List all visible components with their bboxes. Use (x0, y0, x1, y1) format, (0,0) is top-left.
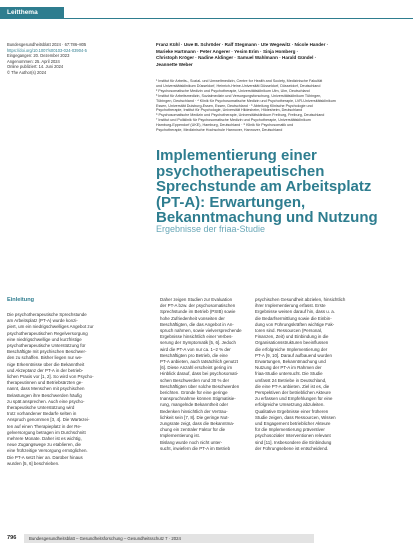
affiliation-line: ¹ Institut für Arbeits-, Sozial- und Umweltmedizin, Centre for Health and Society, Medizinische Fakultät (156, 79, 323, 83)
body-text-line: Inanspruchnahme können Stigmatisie- (160, 396, 236, 402)
author-line: Marieke Hartmann · Peter Angerer · Yesim Erim · Sinja Homberg · (156, 48, 299, 54)
affiliation-line: Psychotherapie, Institut für Psychologie, Universität Hildesheim, Hildesheim, Deutschland (156, 108, 303, 113)
affiliation-line: ² Psychosomatische Medizin und Psychotherapie, Universitätsklinikum Ulm, Ulm, Deutschland (156, 88, 310, 93)
title-line: psychotherapeutischen (156, 162, 325, 180)
body-text-line: Beschäftigten, die das Angebot in An- (160, 321, 234, 327)
affiliation-line: Psychotherapie, Medizinische Hochschule Hannover, Hannover, Deutschland (156, 128, 283, 133)
body-text-line: PT-A anbieten, auch tatsächlich genutzt (160, 359, 238, 365)
body-text-line: Studie zeigen, dass Ressourcen, Wissen (255, 414, 336, 420)
body-text-line: psychosozialer Interventionen relevant (255, 433, 331, 439)
body-text-line: Beschäftigten pro Betrieb, die eine (160, 352, 228, 358)
body-text-line: Bislang wurde noch nicht unter- (160, 439, 223, 445)
body-text-line: Anspruch genommen [3, 4]. Die Wartezei- (7, 417, 90, 423)
affiliation-line: ⁶ Psychosomatische Medizin und Psychotherapie, Universitätsklinikum Freiburg, Freiburg, Deutschland (156, 113, 325, 118)
meta-copyright: © The Author(s) 2024 (7, 69, 47, 75)
body-text-line: dung von Führungskräften wichtige Fak- (255, 321, 335, 327)
body-text-line: Erwartungen, Bekanntmachung und (255, 359, 326, 365)
body-text-line: den zu schaffen. Bisher liegen nur we- (7, 355, 83, 361)
body-text-line: eine frühzeitige Versorgung ermöglichen. (7, 448, 88, 454)
body-text-line: lichen Praxis vor [1, 2]. So wird von Psycho- (7, 374, 94, 380)
body-text-line: lichkeit sein [7, 8]. Die geringe Nut- (160, 414, 229, 420)
affiliation-line: Tübingen, Deutschland · ⁴ Klinik für Psychosomatische Medizin und Psychotherapie, LVR-Universitätsklinikum (156, 98, 336, 103)
meta-doi-link[interactable]: https://doi.org/10.1007/s00103-024-03904-5 (7, 47, 87, 53)
affiliation-line: Essen, Universität Duisburg-Essen, Essen, Deutschland · ⁵ Abteilung Klinische Psychologie und (156, 103, 313, 108)
author-line: Franz Kühl · Uwe B. Schröder · Ralf Stegmann · Ute Wegewitz · Nicole Hander · (156, 42, 329, 47)
body-text-line: trotz vorhandener Bedarfe selten in (7, 411, 77, 417)
body-text-line: Qualitative Ergebnisse einer früheren (255, 408, 329, 414)
body-text-line: neue Zugangswege zu etablieren, die (7, 442, 82, 448)
body-text-line: Nutzung der PT-A im Rahmen der (255, 365, 322, 371)
section-tag: Leitthema (0, 7, 64, 18)
body-text-line: die erfolgreiche Implementierung der (255, 346, 328, 352)
body-text-line: sucht, inwiefern die PT-A im Betrieb (160, 445, 231, 451)
body-text-line: chung ein zentraler Faktor für die (160, 427, 226, 433)
journal-footer: Bundesgesundheitsblatt – Gesundheitsforschung – Gesundheitsschutz 7 · 2024 (24, 534, 314, 543)
body-text-line: Hinblick darauf, dass bei psychosomati- (160, 371, 239, 377)
body-text-line: nige Erkenntnisse über die Bekanntheit (7, 361, 85, 367)
body-text-line: zu spät ansprechen. Auch eine psycho- (7, 398, 85, 404)
body-text-line: gelversorgung betragen im Durchschnitt (7, 429, 86, 435)
author-line: Jeannette Weber (156, 61, 193, 67)
body-text-line: Die psychotherapeutische Sprechstunde (7, 312, 87, 317)
body-text-line: Beschäftigte mit psychischen Beschwer- (7, 349, 87, 355)
body-text-line: ten auf einen Therapieplatz in der Re- (7, 423, 82, 429)
body-text-line: nannt, dass Menschen mit psychischen (7, 386, 85, 392)
affiliation-line: ⁷ Institut und Poliklinik für Psychosomatische Medizin und Psychotherapie, Universitätsklinikum (156, 118, 311, 123)
body-text-line: spruch nahmen, sowie vielversprechende (160, 328, 242, 334)
body-text-line: Belastungen ihre Beschwerden häufig (7, 392, 82, 398)
title-line: Implementierung einer (156, 147, 317, 164)
body-text-line: Finanzen, Zeit) und Einbindung in die (255, 334, 329, 340)
body-text-line: serung der Symptomatik [5, 6]. Jedoch (160, 340, 236, 346)
body-text-line: Daher zeigen Studien zur Evaluation (160, 297, 233, 302)
body-text-line: wird die PT-A von nur ca. 1–2 % der (160, 346, 231, 352)
body-text-line: die Bedarfsermittlung sowie die Einbin- (255, 315, 332, 321)
body-text-line: therapeutinnen und Betriebsärzten ge- (7, 380, 83, 386)
author-line: Christoph Kröger · Nadine Aldinger · Samuel Wahlmann · Harald Gündel · (156, 55, 317, 61)
body-text-line: der PT-A bzw. der psychosomatischen (160, 303, 236, 309)
body-column-3 (255, 297, 346, 452)
body-text-line: rung, mangelnde Bekanntheit oder (160, 402, 229, 408)
section-heading-einleitung: Einleitung (7, 297, 35, 303)
body-text-line: Sprechstunde im Betrieb (PSIB) sowie (160, 309, 236, 315)
body-text-line: ihrer Implementierung erfasst. Erste (255, 303, 326, 309)
body-text-line: Beschäftigten über solche Beschwerden (160, 383, 240, 389)
header-rule (0, 18, 413, 19)
body-text-line: zungsrate zeigt, dass die Bekanntma- (160, 421, 235, 427)
body-text-line: PT-A [9, 10]. Darauf aufbauend wurden (255, 352, 332, 358)
body-text-line: hohe Zufriedenheit vonseiten der (160, 315, 225, 321)
meta-published: Online publiziert: 14. Juni 2024 (7, 64, 64, 69)
body-text-line: Implementierung ist. (160, 433, 200, 439)
body-text-line: Bedenken hinsichtlich der Vertrau- (160, 408, 228, 414)
body-text-line: friaa-Studie untersucht. Die Studie (255, 371, 323, 377)
body-text-line: mehrere Monate. Daher ist es wichtig, (7, 436, 82, 442)
title-line: Sprechstunde am Arbeitsplatz (156, 178, 372, 195)
author-list (156, 42, 402, 68)
affiliation-line: Hamburg-Eppendorf (UKE), Hamburg, Deutschland · ⁸ Klinik für Psychosomatik und (156, 123, 294, 128)
body-text-line: für die Implementierung präventiver (255, 427, 325, 433)
title-line: (PT-A): Erwartungen, (156, 193, 306, 211)
body-text-line: Die PT-A setzt hier an. Darüber hinaus (7, 454, 83, 460)
body-text-line: sind [11]. Insbesondere die Einbindung (255, 439, 332, 445)
body-text-line: Organisationsstrukturen beeinflussen (255, 340, 329, 346)
body-text-line: zu erfassen und Empfehlungen für eine (255, 396, 333, 402)
title-line: Bekanntmachung und Nutzung (156, 209, 378, 226)
page-number: 796 (7, 535, 17, 541)
article-subtitle: Ergebnisse der friaa-Studie (156, 224, 266, 234)
body-text-line: toren sind. Ressourcen (Personal, (255, 328, 323, 334)
body-text-line: umfasst 24 Betriebe in Deutschland, (255, 377, 327, 383)
body-text-line: [6]. Diese Anzahl erscheint gering im (160, 365, 233, 371)
body-text-line: am Arbeitsplatz (PT-A) wurde konzi- (7, 318, 78, 324)
body-text-line: piert, um ein niedrigschwelliges Angebot zur (7, 324, 94, 330)
meta-journal-citation: Bundesgesundheitsblatt 2024 · 67:786–805 (7, 42, 87, 47)
article-title (156, 148, 406, 226)
affiliation-line: ³ Institut für Arbeitsmedizin, Sozialmedizin und Versorgungsforschung, Universitätsklinikum Tübingen, (156, 93, 322, 98)
body-text-line: der Führungsebene ist entscheidend. (255, 445, 329, 451)
body-text-line: und Engagement betrieblicher Akteure (255, 421, 331, 427)
body-text-line: psychischen Gesundheit abzielen, hinsichtlich (255, 297, 346, 302)
body-text-line: berichten. Gründe für eine geringe (160, 390, 228, 396)
body-text-line: wurden [5, 6] beschrieben. (7, 460, 60, 466)
affiliation-line: und Universitätsklinikum Düsseldorf, Heinrich-Heine-Universität Düsseldorf, Düsseldorf, Deutschland (156, 83, 321, 88)
body-text-line: psychotherapeutische Unterstützung für (7, 343, 86, 349)
affiliations (156, 79, 402, 133)
meta-accepted: Angenommen: 25. April 2024 (7, 58, 60, 64)
meta-received: Eingegangen: 20. Dezember 2023 (7, 53, 70, 58)
article-meta (7, 42, 117, 75)
body-text-line: psychotherapeutischen Regelversorgung (7, 330, 88, 336)
body-text-line: schen Beschwerden rund 30 % der (160, 377, 230, 383)
body-text-line: Ergebnisse weisen darauf hin, dass u. a. (255, 309, 335, 315)
body-column-1 (7, 312, 94, 467)
body-text-line: die eine PT-A anbieten. Ziel ist es, die (255, 383, 330, 389)
body-text-line: Ergebnisse hinsichtlich einer Verbes- (160, 334, 233, 340)
body-column-2 (160, 297, 242, 452)
body-text-line: und Akzeptanz der PT-A in der betrieb- (7, 367, 84, 373)
body-text-line: therapeutische Unterstützung wird (7, 405, 75, 411)
body-text-line: eine niedrigschwellige und kurzfristige (7, 336, 82, 342)
body-text-line: Perspektiven der betrieblichen Akteure (255, 390, 331, 396)
body-text-line: erfolgreiche Umsetzung abzuleiten. (255, 402, 325, 408)
